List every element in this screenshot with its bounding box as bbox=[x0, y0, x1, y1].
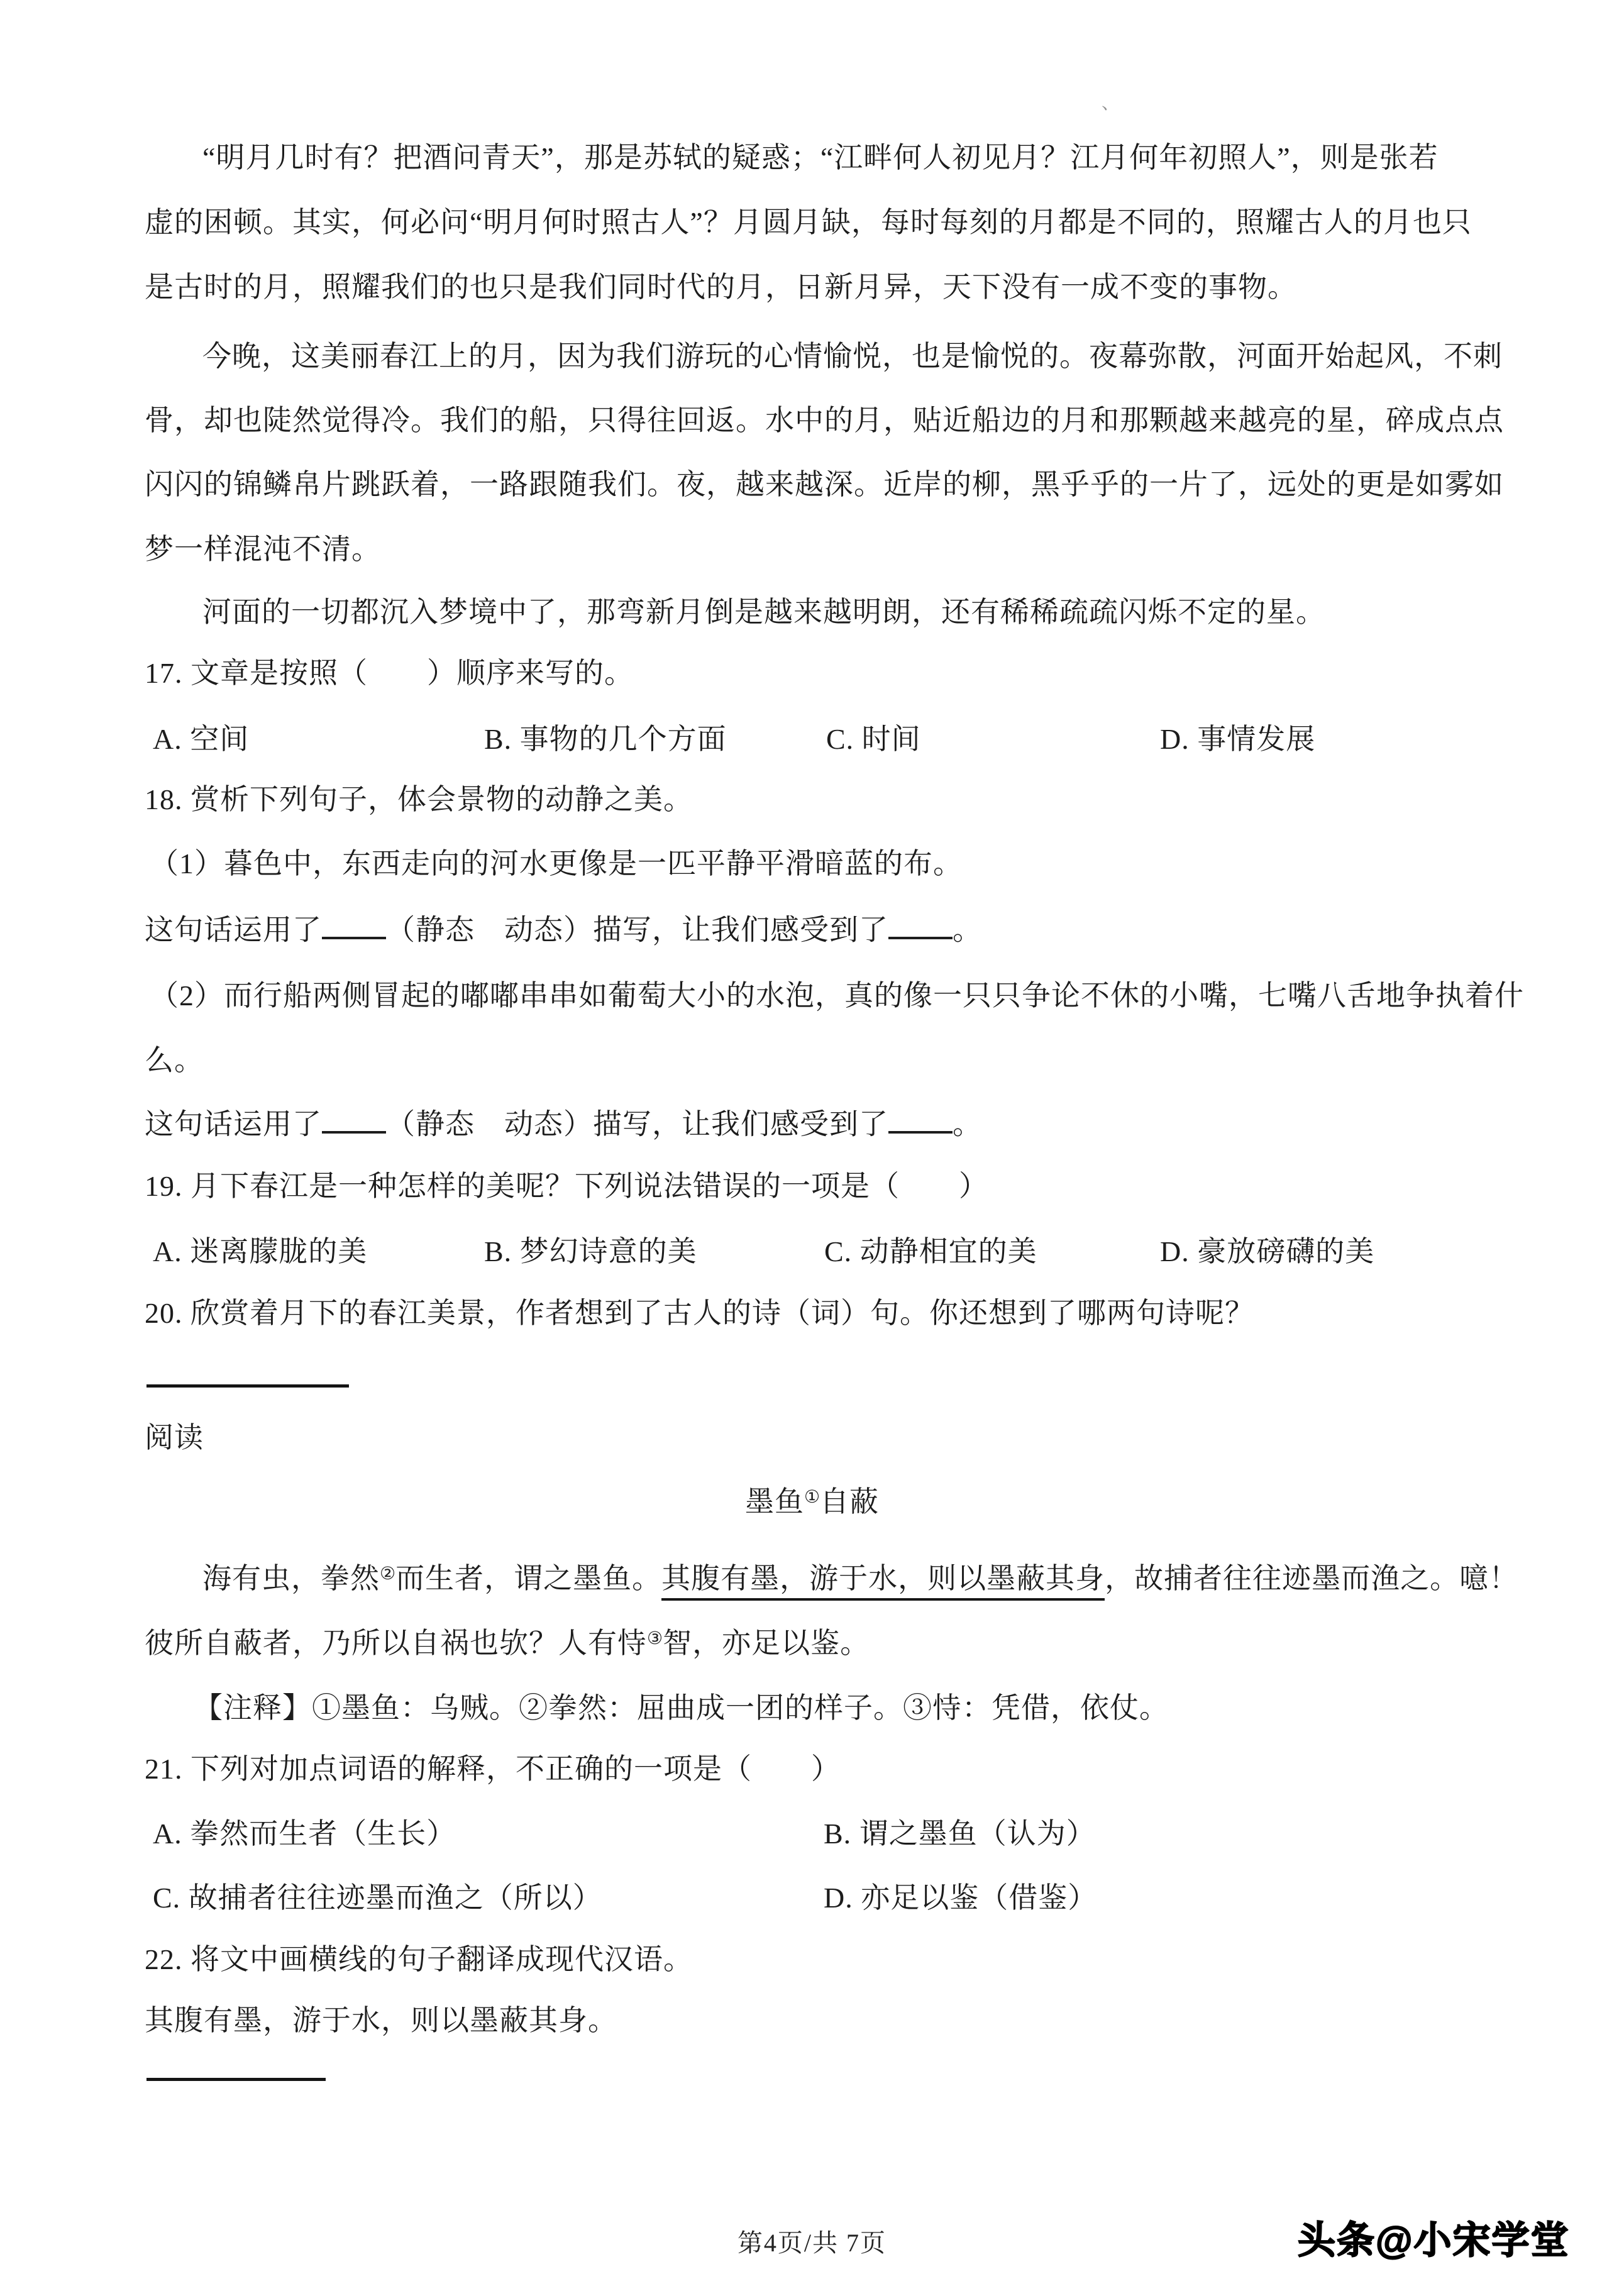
essay-p1-line3-post: ，天下没有一成不变的事物。 bbox=[913, 271, 1297, 303]
question-18-sentence2-line2: 么。 bbox=[145, 1044, 204, 1076]
question-19-stem: 19. 月下春江是一种怎样的美呢？下列说法错误的一项是（ ） bbox=[145, 1170, 988, 1202]
answer-blank bbox=[322, 1105, 386, 1134]
question-18-fill-line2 bbox=[145, 1105, 982, 1142]
passage-text: 智，亦足以鉴。 bbox=[663, 1627, 870, 1659]
emphasis-char: 鉴 • bbox=[949, 1880, 979, 1916]
emphasis-char: 月 • bbox=[854, 269, 883, 306]
reading-section-label: 阅读 bbox=[145, 1421, 204, 1454]
question-20-stem: 20. 欣赏着月下的春江美景，作者想到了古人的诗（词）句。你还想到了哪两句诗呢？ bbox=[145, 1297, 1254, 1329]
question-18-fill-line1 bbox=[145, 910, 982, 948]
emphasis-char: 故 • bbox=[189, 1880, 218, 1916]
option-text: A. 拳然而 bbox=[153, 1818, 279, 1850]
reading-title-pre: 墨鱼 bbox=[744, 1486, 804, 1518]
reading-passage-line1 bbox=[202, 1560, 1518, 1597]
question-19-option-a: A. 迷离朦胧的美 bbox=[153, 1235, 368, 1267]
option-text: B. bbox=[824, 1818, 859, 1850]
watermark: 头条@小宋学堂 bbox=[1298, 2219, 1570, 2261]
essay-p1-line3-pre: 是古时的月，照耀我们的也只是我们同时代的月， bbox=[145, 271, 795, 303]
question-21-option-a bbox=[153, 1816, 456, 1852]
option-text: 之墨鱼（认为） bbox=[888, 1818, 1096, 1850]
essay-p2-line4: 梦一样混沌不清。 bbox=[145, 533, 381, 565]
question-19-option-d: D. 豪放磅礴的美 bbox=[1160, 1235, 1375, 1267]
passage-text: ，故捕者往往迹墨而渔之。噫！ bbox=[1105, 1562, 1519, 1594]
option-text: （借鉴） bbox=[979, 1882, 1098, 1914]
passage-text: 海有虫，拳然 bbox=[202, 1562, 380, 1594]
fill-text-mid: （静态 动态）描写，让我们感受到了 bbox=[386, 1108, 888, 1140]
question-17-stem: 17. 文章是按照（ ）顺序来写的。 bbox=[145, 657, 634, 689]
reading-notes: 【注释】①墨鱼：乌贼。②拳然：屈曲成一团的样子。③恃：凭借，依仗。 bbox=[194, 1692, 1169, 1724]
passage-text: 彼所自蔽者，乃所以自祸也欤？人有恃 bbox=[145, 1627, 647, 1659]
question-19-option-c: C. 动静相宜的美 bbox=[824, 1235, 1037, 1267]
emphasis-char: 日 • bbox=[795, 269, 824, 306]
question-18-sentence2-line1: （2）而行船两侧冒起的嘟嘟串串如葡萄大小的水泡，真的像一只只争论不休的小嘴，七嘴八舌地争执着什 bbox=[150, 980, 1524, 1012]
fill-text-end: 。 bbox=[953, 913, 982, 946]
question-22-sentence: 其腹有墨，游于水，则以墨蔽其身。 bbox=[145, 2004, 617, 2036]
question-18-sentence1: （1）暮色中，东西走向的河水更像是一匹平静平滑暗蓝的布。 bbox=[150, 847, 963, 880]
question-17-option-d: D. 事情发展 bbox=[1160, 723, 1316, 755]
question-21-option-b bbox=[824, 1816, 1096, 1852]
essay-p3-line1: 河面的一切都沉入梦境中了，那弯新月倒是越来越明朗，还有稀稀疏疏闪烁不定的星。 bbox=[202, 596, 1325, 628]
emphasis-char: 异 • bbox=[883, 269, 913, 306]
answer-rule bbox=[146, 2078, 326, 2081]
emphasis-char: 谓 • bbox=[859, 1816, 889, 1852]
essay-p1-line1: “明月几时有？把酒问青天”，那是苏轼的疑惑；“江畔何人初见月？江月何年初照人”，则是张若 bbox=[202, 141, 1439, 174]
question-22-stem: 22. 将文中画横线的句子翻译成现代汉语。 bbox=[145, 1943, 693, 1975]
fill-text-end: 。 bbox=[953, 1108, 982, 1140]
reading-title-post: 自蔽 bbox=[820, 1486, 880, 1518]
essay-p2-line1: 今晚，这美丽春江上的月，因为我们游玩的心情愉悦，也是愉悦的。夜幕弥散，河面开始起风，不刺 bbox=[202, 340, 1503, 372]
footnote-sup-2: ② bbox=[380, 1564, 396, 1584]
option-text: 者（生长） bbox=[308, 1818, 456, 1850]
question-17-option-a: A. 空间 bbox=[153, 723, 250, 755]
option-text: 捕者往往迹墨而渔之（所以） bbox=[218, 1882, 602, 1914]
question-21-option-c bbox=[153, 1880, 602, 1916]
answer-blank bbox=[888, 1105, 953, 1134]
answer-blank bbox=[888, 910, 953, 939]
essay-p1-line2: 虚的困顿。其实，何必问“明月何时照古人”？月圆月缺，每时每刻的月都是不同的，照耀古人的月也只 bbox=[145, 206, 1472, 238]
essay-p2-line2: 骨，却也陡然觉得冷。我们的船，只得往回返。水中的月，贴近船边的月和那颗越来越亮的星，碎成点点 bbox=[145, 404, 1504, 436]
answer-rule bbox=[146, 1384, 349, 1388]
question-18-stem: 18. 赏析下列句子，体会景物的动静之美。 bbox=[145, 783, 693, 815]
fill-text-mid: （静态 动态）描写，让我们感受到了 bbox=[386, 913, 888, 946]
option-text: C. bbox=[153, 1882, 189, 1914]
option-text: D. 亦足以 bbox=[824, 1882, 950, 1914]
scan-artifact-mark: 、 bbox=[1102, 94, 1120, 113]
emphasis-char: 新 • bbox=[824, 269, 854, 306]
footnote-sup-3: ③ bbox=[647, 1629, 663, 1648]
essay-p2-line3: 闪闪的锦鳞帛片跳跃着，一路跟随我们。夜，越来越深。近岸的柳，黑乎乎的一片了，远处的更是如雾如 bbox=[145, 468, 1504, 500]
essay-p1-line3 bbox=[145, 269, 1297, 306]
fill-text-pre: 这句话运用了 bbox=[145, 913, 322, 946]
question-21-option-d bbox=[824, 1880, 1097, 1916]
question-21-stem: 21. 下列对加点词语的解释，不正确的一项是（ ） bbox=[145, 1753, 841, 1785]
question-17-option-b: B. 事物的几个方面 bbox=[484, 723, 727, 755]
emphasis-char: 生 • bbox=[279, 1816, 308, 1852]
passage-text: 而生者，谓之墨鱼。 bbox=[395, 1562, 662, 1594]
fill-text-pre: 这句话运用了 bbox=[145, 1108, 322, 1140]
question-17-option-c: C. 时间 bbox=[826, 723, 921, 755]
reading-passage-line2 bbox=[145, 1625, 870, 1662]
footnote-sup-1: ① bbox=[804, 1487, 820, 1507]
underlined-sentence: 其腹有墨，游于水，则以墨蔽其身 bbox=[661, 1562, 1105, 1601]
answer-blank bbox=[322, 910, 386, 939]
reading-title bbox=[0, 1484, 1624, 1520]
question-19-option-b: B. 梦幻诗意的美 bbox=[484, 1235, 697, 1267]
page-number: 第4页/共 7页 bbox=[737, 2229, 887, 2257]
